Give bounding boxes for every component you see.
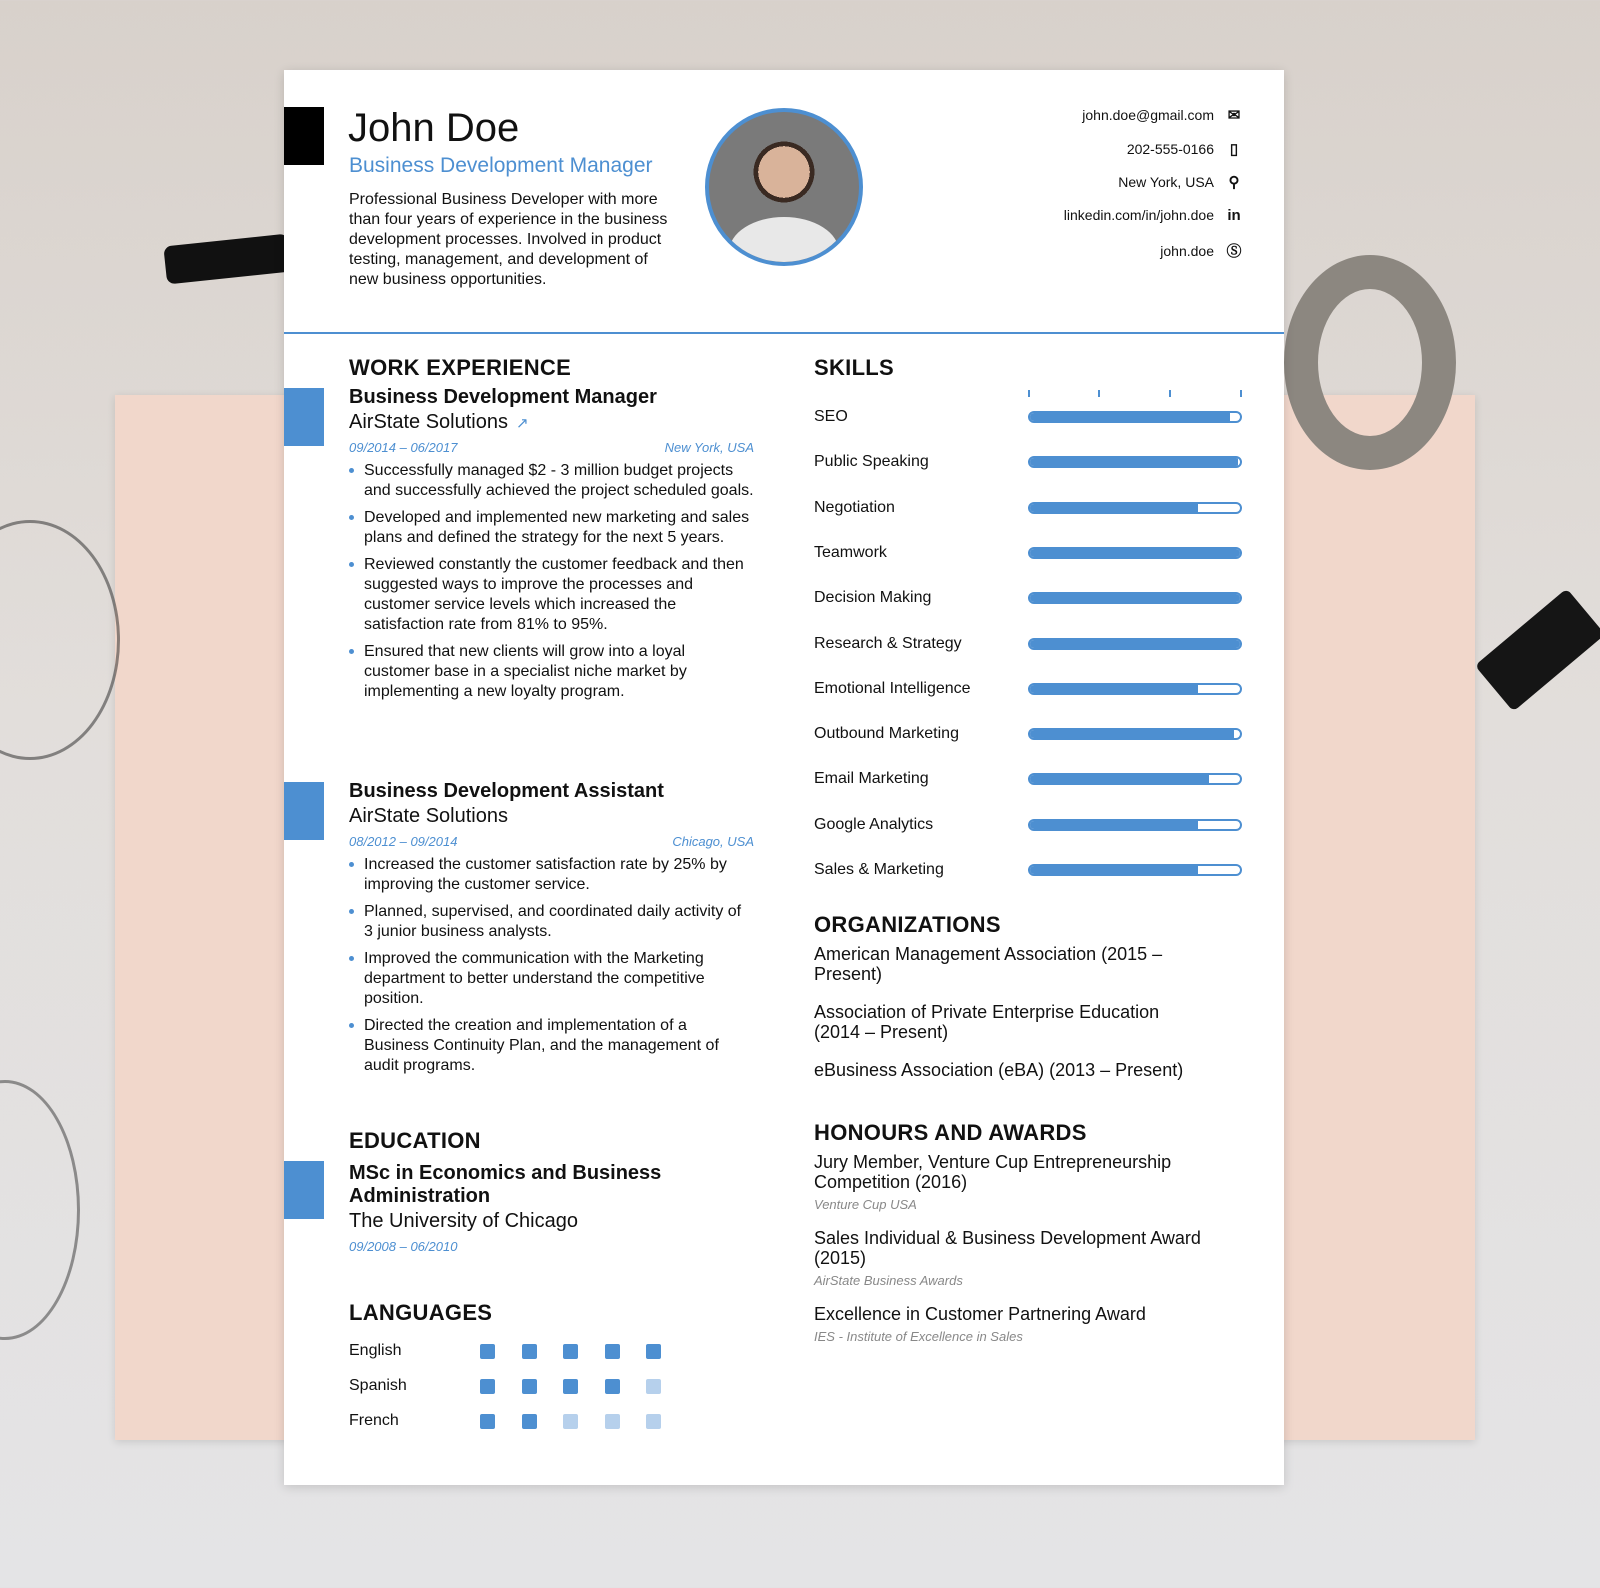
skype-icon: Ⓢ (1226, 243, 1242, 260)
language-row (349, 1342, 669, 1362)
work-heading: WORK EXPERIENCE (349, 355, 572, 380)
job-bullets (349, 855, 754, 1076)
skill-name: Email Marketing (814, 770, 929, 788)
organizations-heading: ORGANIZATIONS (814, 912, 1001, 937)
job-location: New York, USA (664, 440, 754, 455)
header-divider (284, 332, 1284, 334)
languages-heading: LANGUAGES (349, 1300, 493, 1325)
skill-row (814, 499, 1242, 529)
skill-bar-fill (1030, 413, 1230, 421)
skill-bar (1028, 456, 1242, 468)
candidate-title: Business Development Manager (349, 154, 653, 177)
skill-bar-fill (1030, 640, 1240, 648)
skill-bar (1028, 773, 1242, 785)
skill-name: Public Speaking (814, 453, 929, 471)
job-meta (349, 440, 754, 455)
skill-bar (1028, 864, 1242, 876)
skill-bar-fill (1030, 866, 1198, 874)
bullet-item: Successfully managed $2 - 3 million budget projects and successfully achieved the project scheduled goals. (349, 461, 754, 501)
skill-bar-fill (1030, 730, 1234, 738)
skill-row (814, 816, 1242, 846)
skill-bar-fill (1030, 504, 1198, 512)
skill-bar (1028, 411, 1242, 423)
location-pin-icon: ⚲ (1228, 174, 1240, 191)
skill-bar-fill (1030, 685, 1198, 693)
company-name: AirState Solutions (349, 411, 508, 433)
language-level-dot (646, 1414, 661, 1429)
contact-item (1160, 240, 1242, 261)
bullet-item: Directed the creation and implementation of a Business Continuity Plan, and the management of audit programs. (349, 1016, 754, 1076)
award-title: Sales Individual & Business Development Award (2015) (814, 1228, 1201, 1268)
job-title: Business Development Assistant (349, 780, 664, 802)
skill-row (814, 453, 1242, 483)
contact-item (1082, 106, 1242, 124)
resume-page (284, 70, 1284, 1485)
flower-sketch-decoration (0, 520, 120, 760)
bullet-item: Improved the communication with the Marketing department to better understand the competitive position. (349, 949, 754, 1009)
degree: MSc in Economics and Business Administration (349, 1162, 662, 1207)
skill-bar (1028, 592, 1242, 604)
profile-photo (705, 108, 863, 266)
skill-name: Google Analytics (814, 815, 934, 833)
external-link-icon[interactable]: ↗ (515, 415, 529, 432)
dates: 09/2008 – 06/2010 (349, 1239, 458, 1254)
bullet-item: Planned, supervised, and coordinated daily activity of 3 junior business analysts. (349, 902, 754, 942)
linkedin-icon: in (1227, 206, 1241, 224)
contact-item (1118, 173, 1242, 191)
skill-row (814, 589, 1242, 619)
bullet-item: Developed and implemented new marketing and sales plans and defined the strategy for the next 5 years. (349, 508, 754, 548)
skill-name: Sales & Marketing (814, 861, 944, 878)
skill-name: Research & Strategy (814, 634, 962, 652)
section-marker (284, 782, 324, 840)
language-row (349, 1377, 669, 1397)
skill-row (814, 861, 1242, 891)
skill-name: Negotiation (814, 498, 895, 516)
skill-bar (1028, 547, 1242, 559)
language-level-dot (605, 1379, 620, 1394)
contact-text[interactable]: john.doe@gmail.com (1082, 107, 1214, 123)
language-level-dot (480, 1414, 495, 1429)
envelope-icon: ✉ (1227, 107, 1241, 124)
award-title: Jury Member, Venture Cup Entrepreneurship Competition (2016) (814, 1152, 1172, 1192)
language-level-dot (522, 1379, 537, 1394)
award-org: IES - Institute of Excellence in Sales (814, 1329, 1023, 1344)
language-row (349, 1412, 669, 1432)
company (349, 805, 754, 828)
marker-decoration (163, 234, 291, 285)
education-dates (349, 1239, 754, 1254)
scale-tick (1169, 390, 1171, 397)
contact-text[interactable]: 202-555-0166 (1126, 140, 1214, 157)
skill-name: Teamwork (814, 543, 887, 561)
skill-name: SEO (814, 408, 848, 425)
skill-row (814, 725, 1242, 755)
organization-item: Association of Private Enterprise Education (2014 – Present) (814, 1002, 1160, 1042)
skill-bar (1028, 502, 1242, 514)
language-level-dot (522, 1414, 537, 1429)
skill-bar-fill (1030, 594, 1240, 602)
contact-item (1127, 140, 1242, 158)
skill-name: Emotional Intelligence (814, 679, 971, 697)
skill-bar (1028, 819, 1242, 831)
name-accent-block (284, 107, 324, 165)
flower-sketch-decoration (0, 1080, 80, 1340)
organization-item: American Management Association (2015 – Present) (814, 944, 1163, 984)
scale-tick (1240, 390, 1242, 397)
award-item (814, 1304, 1214, 1347)
language-name: French (349, 1412, 399, 1429)
skill-row (814, 408, 1242, 438)
skill-bar-fill (1030, 549, 1240, 557)
education-entry (349, 1162, 729, 1254)
language-level-dot (480, 1379, 495, 1394)
language-level-dot (646, 1344, 661, 1359)
company (349, 411, 754, 434)
contact-text[interactable]: linkedin.com/in/john.doe (1063, 207, 1214, 223)
skill-row (814, 680, 1242, 710)
award-org: AirState Business Awards (814, 1273, 963, 1288)
skill-row (814, 770, 1242, 800)
skill-row (814, 544, 1242, 574)
clip-decoration (1475, 588, 1600, 711)
awards-heading: HONOURS AND AWARDS (814, 1120, 1087, 1145)
job-dates: 08/2012 – 09/2014 (349, 834, 458, 849)
skill-bar-fill (1030, 775, 1209, 783)
contact-item (1064, 207, 1242, 224)
job-dates: 09/2014 – 06/2017 (349, 440, 458, 455)
language-name: English (349, 1342, 402, 1359)
language-level-dot (646, 1379, 661, 1394)
language-level-dot (563, 1414, 578, 1429)
bullet-item: Ensured that new clients will grow into a loyal customer base in a specialist niche market by implementing a new loyalty program. (349, 642, 754, 702)
candidate-name: John Doe (348, 106, 520, 150)
skill-bar (1028, 728, 1242, 740)
education-heading: EDUCATION (349, 1128, 481, 1153)
skill-name: Outbound Marketing (814, 725, 959, 743)
skill-row (814, 635, 1242, 665)
job-location: Chicago, USA (672, 834, 754, 849)
language-level-dot (605, 1414, 620, 1429)
bullet-item: Reviewed constantly the customer feedback and then suggested ways to improve the processes and customer service levels which increased the satisfaction rate from 81% to 95%. (349, 555, 754, 635)
language-level-dot (480, 1344, 495, 1359)
tape-roll-decoration (1284, 255, 1456, 470)
school: The University of Chicago (349, 1210, 578, 1232)
bullet-item: Increased the customer satisfaction rate by 25% by improving the customer service. (349, 855, 754, 895)
scale-tick (1028, 390, 1030, 397)
language-level-dot (563, 1379, 578, 1394)
section-marker (284, 388, 324, 446)
language-level-dot (563, 1344, 578, 1359)
job-entry (349, 780, 754, 1083)
award-item (814, 1152, 1214, 1215)
skill-name: Decision Making (814, 589, 932, 607)
organization-item: eBusiness Association (eBA) (2013 – Present) (814, 1060, 1184, 1080)
phone-icon: ▯ (1229, 140, 1239, 158)
job-meta (349, 834, 754, 849)
summary: Professional Business Developer with more than four years of experience in the business development processes. Involved in product testing, management, and development of new business opportunities. (349, 191, 668, 288)
language-name: Spanish (349, 1377, 407, 1394)
job-entry (349, 386, 754, 709)
contact-text[interactable]: New York, USA (1118, 174, 1214, 190)
skill-bar-fill (1030, 821, 1198, 829)
skills-heading: SKILLS (814, 355, 895, 380)
award-item (814, 1228, 1214, 1291)
job-bullets (349, 461, 754, 702)
language-level-dot (605, 1344, 620, 1359)
skill-bar (1028, 683, 1242, 695)
award-title: Excellence in Customer Partnering Award (814, 1304, 1146, 1324)
scale-tick (1098, 390, 1100, 397)
section-marker (284, 1161, 324, 1219)
contact-text[interactable]: john.doe (1160, 242, 1214, 259)
job-title: Business Development Manager (349, 386, 657, 408)
skill-bar-fill (1030, 458, 1238, 466)
award-org: Venture Cup USA (814, 1197, 917, 1212)
language-level-dot (522, 1344, 537, 1359)
company-name: AirState Solutions (349, 805, 508, 827)
skill-bar (1028, 638, 1242, 650)
